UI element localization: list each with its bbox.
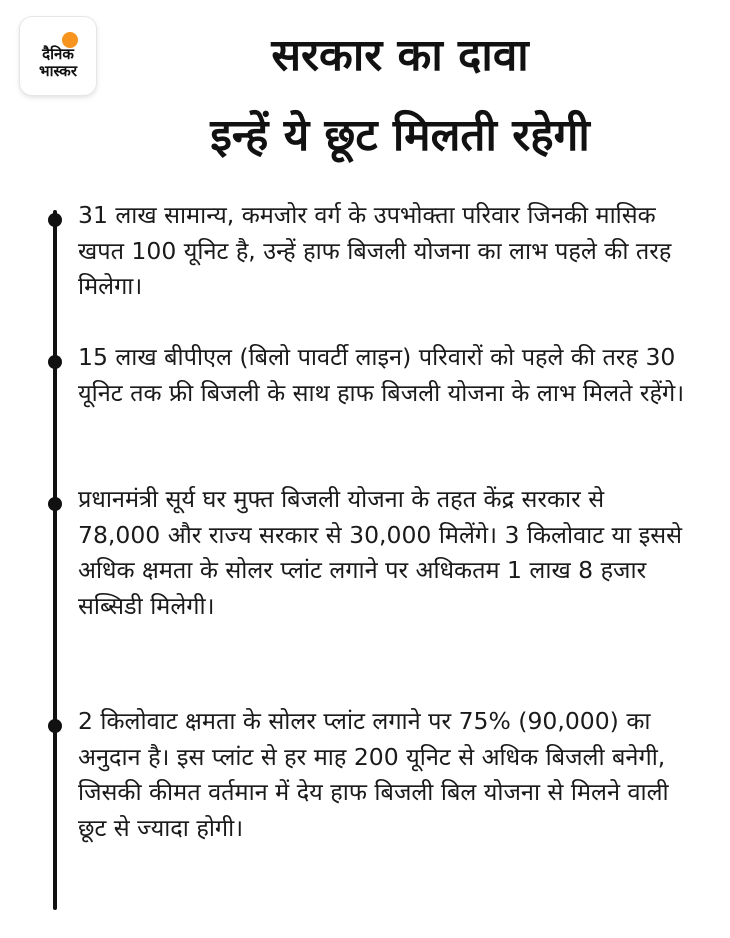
list-item: 2 किलोवाट क्षमता के सोलर प्लांट लगाने पर 75% (90,000) का अनुदान है। इस प्लांट से हर माह 200 यूनिट से अधिक बिजली बनेगी, जिसकी कीमत वर्तमान में देय हाफ बिजली बिल योजना से मिलने वाली छूट से ज्यादा होगी। [78, 707, 669, 842]
timeline-line [53, 210, 57, 910]
dainik-bhaskar-logo [20, 17, 96, 95]
list-item: 31 लाख सामान्य, कमजोर वर्ग के उपभोक्ता परिवार जिनकी मासिक खपत 100 यूनिट है, उन्हें हाफ बिजली योजना का लाभ पहले की तरह मिलेगा। [78, 201, 672, 300]
logo-text-line2: भास्कर [39, 62, 77, 80]
bullet-dot [48, 719, 62, 733]
bullet-dot [48, 213, 62, 227]
logo-text-line1: दैनिक [42, 45, 74, 63]
list-item: प्रधानमंत्री सूर्य घर मुफ्त बिजली योजना के तहत केंद्र सरकार से 78,000 और राज्य सरकार से 30,000 मिलेंगे। 3 किलोवाट या इससे अधिक क्षमता के सोलर प्लांट लगाने पर अधिकतम 1 लाख 8 हजार सब्सिडी मिलेगी। [78, 485, 683, 620]
page-subtitle: इन्हें ये छूट मिलती रहेगी [210, 110, 590, 161]
bullet-dot [48, 355, 62, 369]
bullet-dot [48, 497, 62, 511]
list-item: 15 लाख बीपीएल (बिलो पावर्टी लाइन) परिवारों को पहले की तरह 30 यूनिट तक फ्री बिजली के साथ हाफ बिजली योजना के लाभ मिलते रहेंगे। [78, 343, 685, 407]
page-title: सरकार का दावा [271, 30, 529, 81]
